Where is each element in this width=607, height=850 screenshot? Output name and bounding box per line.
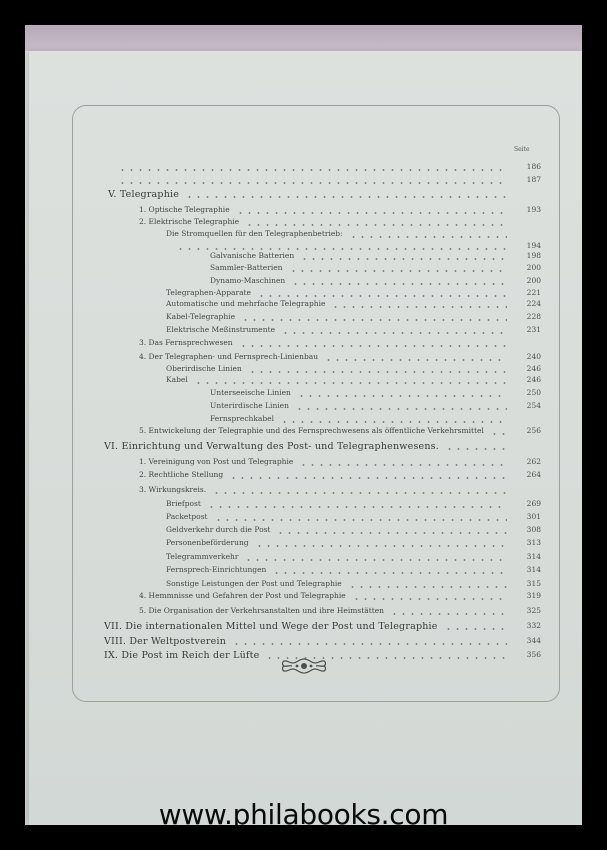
toc-entry-title: Geldverkehr durch die Post xyxy=(166,525,271,534)
toc-entry xyxy=(108,175,541,185)
toc-entry-title: Personenbeförderung xyxy=(166,538,249,547)
toc-entry-title: VII. Die internationalen Mittel und Wege der Post und Telegraphie xyxy=(104,621,438,632)
toc-leader-dots xyxy=(331,306,507,308)
toc-entry xyxy=(166,525,541,535)
toc-entry xyxy=(166,499,541,509)
toc-entry-page: 332 xyxy=(526,621,541,630)
toc-leader-dots xyxy=(280,421,507,423)
toc-entry-page: 187 xyxy=(526,175,541,184)
toc-leader-dots xyxy=(212,492,507,494)
toc-entry-title: Unterirdische Linien xyxy=(210,401,289,410)
toc-entry-page: 200 xyxy=(526,276,541,285)
toc-entry-page: 314 xyxy=(526,552,541,561)
toc-entry-title: Fernsprechkabel xyxy=(210,414,275,423)
toc-entry-page: 264 xyxy=(526,470,541,479)
toc-leader-dots xyxy=(289,270,508,272)
toc-entry xyxy=(166,325,541,335)
ornament-icon xyxy=(281,656,327,676)
toc-entry-title: 5. Die Organisation der Verkehrsanstalten und ihre Heimstätten xyxy=(139,606,384,615)
toc-entry xyxy=(166,552,541,562)
toc-entry-page: 314 xyxy=(526,565,541,574)
toc-leader-dots xyxy=(244,559,507,561)
toc-leader-dots xyxy=(194,382,507,384)
toc-entry-page: 319 xyxy=(526,591,541,600)
toc-entry-title: Die Stromquellen für den Telegraphenbetrieb: xyxy=(166,229,343,238)
toc-entry-page: 308 xyxy=(526,525,541,534)
toc-leader-dots xyxy=(297,395,507,397)
toc-entry-title: VI. Einrichtung und Verwaltung des Post- und Telegraphenwesens. xyxy=(104,441,439,452)
toc-leader-dots xyxy=(349,236,507,238)
toc-entry-title: Kabel xyxy=(166,375,188,384)
toc-leader-dots xyxy=(272,572,507,574)
toc-entry-page: 186 xyxy=(526,162,541,171)
toc-entry xyxy=(166,241,541,251)
toc-entry-title: Oberirdische Linien xyxy=(166,364,242,373)
toc-entry-page: 198 xyxy=(526,251,541,260)
toc-leader-dots xyxy=(257,295,507,297)
toc-leader-dots xyxy=(239,345,507,347)
toc-entry xyxy=(104,621,541,631)
toc-entry xyxy=(166,229,541,239)
toc-entry-page: 194 xyxy=(526,241,541,250)
toc-entry-title: IX. Die Post im Reich der Lüfte xyxy=(104,650,260,661)
toc-entry xyxy=(139,217,541,227)
toc-entry xyxy=(108,162,541,172)
toc-leader-dots xyxy=(444,628,507,630)
toc-entry xyxy=(210,414,541,424)
toc-leader-dots xyxy=(390,613,507,615)
toc-entry xyxy=(139,338,541,348)
toc-leader-dots xyxy=(352,598,507,600)
toc-entry-title: Briefpost xyxy=(166,499,201,508)
toc-leader-dots xyxy=(299,464,507,466)
toc-entry-title: 3. Wirkungskreis. xyxy=(139,485,207,494)
toc-entry-title: Kabel-Telegraphie xyxy=(166,312,236,321)
toc-entry-title: Sonstige Leistungen der Post und Telegraphie xyxy=(166,579,342,588)
toc-entry-page: 325 xyxy=(526,606,541,615)
toc-leader-dots xyxy=(445,448,507,450)
toc-entry xyxy=(166,288,541,298)
toc-entry-title: Dynamo-Maschinen xyxy=(210,276,286,285)
toc-entry-page: 221 xyxy=(526,288,541,297)
toc-leader-dots xyxy=(291,283,507,285)
toc-entry-page: 254 xyxy=(526,401,541,410)
toc-leader-dots xyxy=(295,408,507,410)
toc-leader-dots xyxy=(241,319,507,321)
toc-entry-title: 4. Hemmnisse und Gefahren der Post und Telegraphie xyxy=(139,591,346,600)
toc-leader-dots xyxy=(245,224,507,226)
toc-entry xyxy=(210,251,541,261)
toc-entry-title: 5. Entwickelung der Telegraphie und des Fernsprechwesens als öffentliche Verkehrsmittel xyxy=(139,426,484,435)
toc-entry-page: 313 xyxy=(526,538,541,547)
toc-entry xyxy=(139,485,541,495)
watermark-text: www.philabooks.com xyxy=(158,798,449,831)
toc-entry-page: 228 xyxy=(526,312,541,321)
toc-entry xyxy=(210,276,541,286)
toc-entry xyxy=(166,565,541,575)
toc-leader-dots xyxy=(248,371,507,373)
toc-leader-dots xyxy=(236,212,507,214)
toc-entry-title: Elektrische Meßinstrumente xyxy=(166,325,276,334)
toc-entry xyxy=(166,375,541,385)
toc-leader-dots xyxy=(118,182,507,184)
toc-entry xyxy=(139,205,541,215)
toc-leader-dots xyxy=(490,433,507,435)
toc-entry xyxy=(139,457,541,467)
toc-entry-page: 193 xyxy=(526,205,541,214)
toc-leader-dots xyxy=(214,519,507,521)
toc-entry-title: 1. Optische Telegraphie xyxy=(139,205,230,214)
toc-entry-title: Automatische und mehrfache Telegraphie xyxy=(166,299,326,308)
toc-entry-title: 1. Vereinigung von Post und Telegraphie xyxy=(139,457,294,466)
toc-entry-title: Telegrammverkehr xyxy=(166,552,239,561)
toc-leader-dots xyxy=(276,532,507,534)
toc-entry-page: 246 xyxy=(526,375,541,384)
toc-entry xyxy=(210,388,541,398)
toc-entry xyxy=(166,538,541,548)
toc-entry-page: 256 xyxy=(526,426,541,435)
toc-leader-dots xyxy=(324,359,507,361)
toc-leader-dots xyxy=(232,643,507,645)
toc-entry-title: Unterseeische Linien xyxy=(210,388,291,397)
toc-entry-page: 240 xyxy=(526,352,541,361)
toc-entry-title: 4. Der Telegraphen- und Fernsprech-Linienbau xyxy=(139,352,319,361)
toc-leader-dots xyxy=(176,248,507,250)
toc-entry-page: 231 xyxy=(526,325,541,334)
toc-entry-page: 269 xyxy=(526,499,541,508)
toc-entry xyxy=(166,512,541,522)
toc-entry-page: 356 xyxy=(526,650,541,659)
toc-entry xyxy=(104,441,541,451)
toc-leader-dots xyxy=(185,196,507,198)
toc-leader-dots xyxy=(281,332,507,334)
toc-entry-title: 3. Das Fernsprechwesen xyxy=(139,338,233,347)
toc-entry-title: Telegraphen-Apparate xyxy=(166,288,251,297)
toc-leader-dots xyxy=(207,506,507,508)
toc-leader-dots xyxy=(348,586,507,588)
toc-entry-page: 200 xyxy=(526,263,541,272)
toc-entry xyxy=(166,299,541,309)
toc-leader-dots xyxy=(229,477,507,479)
toc-entry xyxy=(104,636,541,646)
toc-entry xyxy=(166,312,541,322)
toc-entry xyxy=(108,189,541,199)
toc-entry-title: Sammler-Batterien xyxy=(210,263,283,272)
toc-leader-dots xyxy=(300,258,507,260)
book-cover-edge xyxy=(25,25,582,51)
toc-entry xyxy=(210,263,541,273)
page-column-label: Seite xyxy=(514,146,530,153)
toc-entry-page: 246 xyxy=(526,364,541,373)
toc-leader-dots xyxy=(255,545,507,547)
toc-entry xyxy=(166,364,541,374)
toc-entry-title: Fernsprech-Einrichtungen xyxy=(166,565,267,574)
toc-entry xyxy=(139,352,541,362)
toc-entry xyxy=(139,426,541,436)
toc-entry-title: Galvanische Batterien xyxy=(210,251,295,260)
toc-entry xyxy=(166,579,541,589)
toc-leader-dots xyxy=(118,169,507,171)
toc-entry-title: 2. Rechtliche Stellung xyxy=(139,470,224,479)
toc-entry-title: Packetpost xyxy=(166,512,208,521)
toc-entry-page: 250 xyxy=(526,388,541,397)
toc-entry-title: V. Telegraphie xyxy=(108,189,180,200)
toc-entry-page: 315 xyxy=(526,579,541,588)
toc-entry xyxy=(139,591,541,601)
toc-entry-title: 2. Elektrische Telegraphie xyxy=(139,217,240,226)
toc-entry-title: VIII. Der Weltpostverein xyxy=(104,636,227,647)
toc-entry-page: 301 xyxy=(526,512,541,521)
toc-entry-page: 344 xyxy=(526,636,541,645)
toc-entry xyxy=(139,470,541,480)
toc-entry-page: 262 xyxy=(526,457,541,466)
toc-entry-page: 224 xyxy=(526,299,541,308)
toc-entry xyxy=(139,606,541,616)
toc-entry xyxy=(210,401,541,411)
